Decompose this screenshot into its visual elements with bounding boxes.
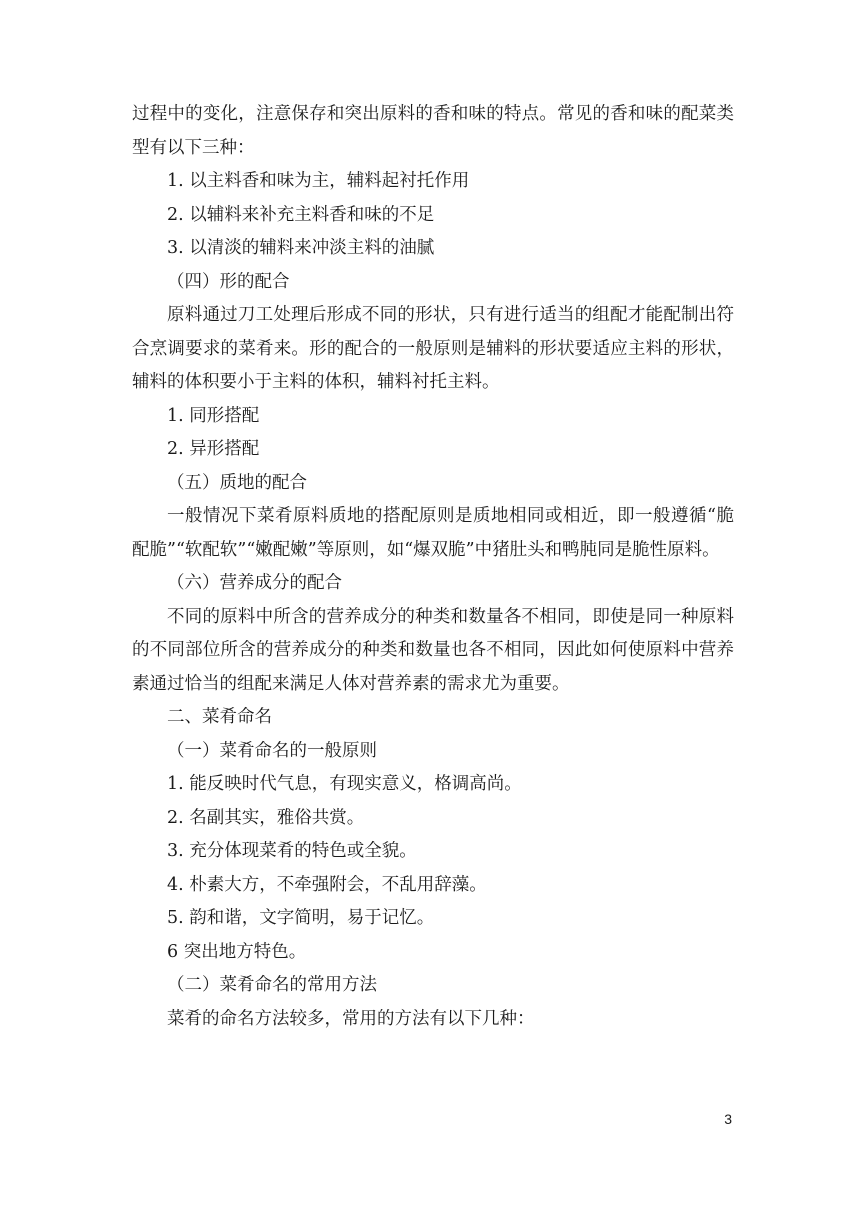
section-heading: （一）菜肴命名的一般原则 (167, 740, 377, 761)
list-item: 4. 朴素大方，不牵强附会，不乱用辞藻。 (167, 874, 487, 895)
section-heading: （二）菜肴命名的常用方法 (167, 975, 377, 995)
paragraph-continued: 过程中的变化，注意保存和突出原料的香和味的特点。常见的香和味的配菜类型有以下三种： (132, 104, 734, 158)
list-item: 2. 异形搭配 (167, 439, 260, 459)
list-item: 3. 充分体现菜肴的特色或全貌。 (167, 841, 417, 861)
list-item: 5. 韵和谐，文字简明，易于记忆。 (167, 908, 435, 928)
paragraph: 菜肴的命名方法较多，常用的方法有以下几种： (167, 1008, 535, 1029)
section-heading: （五）质地的配合 (167, 472, 307, 493)
list-item: 1. 能反映时代气息，有现实意义，格调高尚。 (167, 774, 522, 794)
section-heading: （四）形的配合 (167, 271, 290, 292)
list-item: 1. 同形搭配 (167, 405, 260, 426)
paragraph: 不同的原料中所含的营养成分的种类和数量各不相同，即使是同一种原料的不同部位所含的营养成分的种类和数量也各不相同，因此如何使原料中营养素通过恰当的组配来满足人体对营养素的需求尤为重要。 (132, 606, 734, 694)
chapter-heading: 二、菜肴命名 (167, 707, 272, 727)
page-number: 3 (724, 1111, 732, 1127)
list-item: 3. 以清淡的辅料来冲淡主料的油腻 (167, 238, 435, 258)
list-item: 2. 名副其实，雅俗共赏。 (167, 807, 365, 828)
list-item: 2. 以辅料来补充主料香和味的不足 (167, 204, 435, 225)
section-heading: （六）营养成分的配合 (167, 573, 342, 593)
paragraph: 一般情况下菜肴原料质地的搭配原则是质地相同或相近，即一般遵循“脆配脆”“软配软”“嫩配嫩”等原则，如“爆双脆”中猪肚头和鸭肫同是脆性原料。 (132, 506, 734, 560)
body-text (132, 98, 734, 1036)
paragraph: 原料通过刀工处理后形成不同的形状，只有进行适当的组配才能配制出符合烹调要求的菜肴来。形的配合的一般原则是辅料的形状要适应主料的形状，辅料的体积要小于主料的体积，辅料衬托主料。 (132, 305, 734, 392)
list-item: 1. 以主料香和味为主，辅料起衬托作用 (167, 171, 470, 191)
list-item: 6 突出地方特色。 (167, 941, 307, 962)
